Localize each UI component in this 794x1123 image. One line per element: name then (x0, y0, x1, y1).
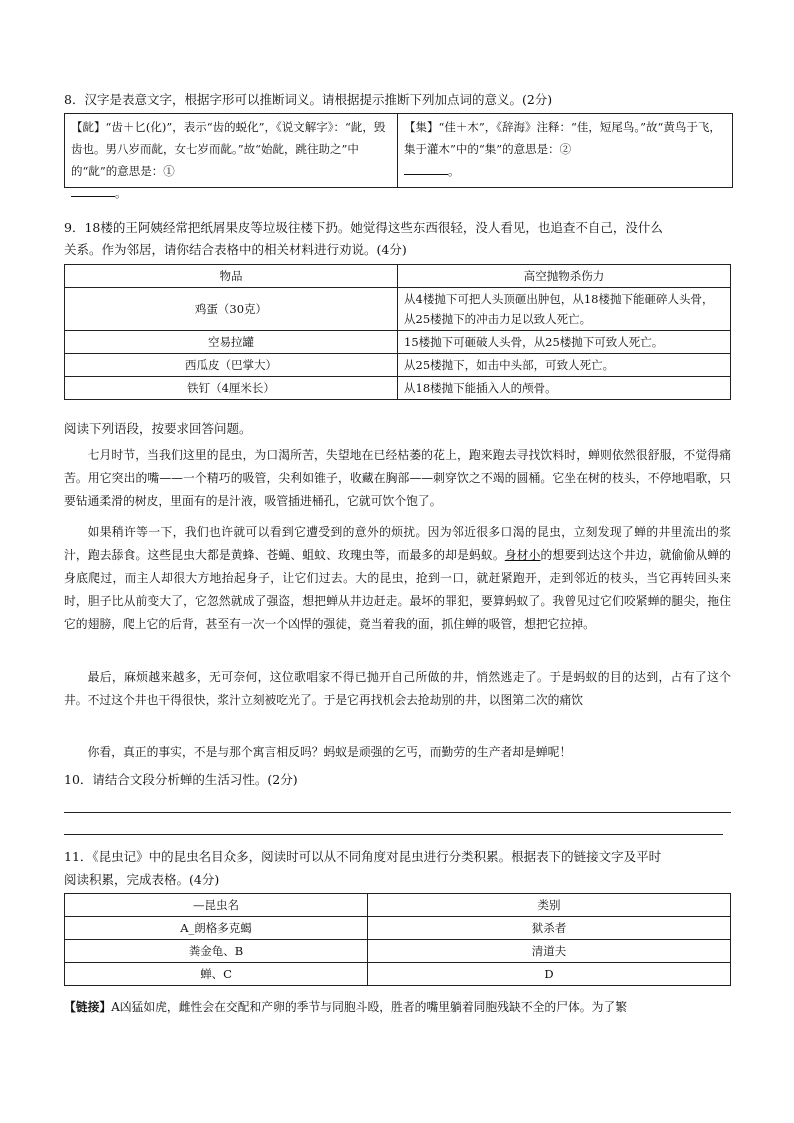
q8-box (64, 113, 733, 200)
table-cell: 清道夫 (368, 940, 731, 963)
q8-left-text: 【龀】“齿＋匕(化)”，表示“齿的蜕化”，《说文解字》：“龀，毁齿也。男八岁而龀，女七岁而龀。”故“始龀，跳往助之”中的“龀”的意思是：① (71, 120, 386, 178)
q8-title: 8．汉字是表意文字，根据字形可以推断词义。请根据提示推断下列加点词的意义。(2分) (64, 92, 553, 107)
q8-left-cell (65, 114, 398, 200)
answer-line[interactable] (64, 834, 723, 835)
table-cell: 15楼抛下可砸破人头骨，从25楼抛下可致人死亡。 (398, 331, 731, 354)
q11-link (64, 996, 731, 1019)
table-cell: D (368, 963, 731, 986)
q11-table (64, 893, 731, 986)
table-cell: 粪金龟、B (65, 940, 368, 963)
table-cell: 西瓜皮（巴掌大） (65, 354, 398, 377)
q9-title-line1: 9．18楼的王阿姨经常把纸屑果皮等垃圾往楼下扔。她觉得这些东西很轻，没人看见，也追查不自己，没什么 (64, 220, 663, 235)
q9-table (64, 264, 731, 400)
table-cell: 从25楼抛下，如击中头部，可致人死亡。 (398, 354, 731, 377)
reading-paragraph-2a: 如果稍许等一下，我们也许就可以看到它遭受到的意外的烦扰。因为邻近很多口渴的昆虫，立刻发现了蝉的井里流出的浆汁，跑去舔食。这些昆虫大都是黄蜂、苍蝇、蛆蚊、玫瑰虫等，而最多的却是蚂蚁。 (64, 525, 731, 562)
table-header-row (65, 265, 731, 288)
q8-right-text: 【集】“佳＋木”，《辞海》注释：“佳，短尾鸟。”故“黄鸟于飞，集于灌木”中的“集”的意思是：② (404, 120, 721, 156)
link-text: A凶猛如虎，雌性会在交配和产卵的季节与同胞斗殴，胜者的嘴里躺着同胞残缺不全的尸体。为了繁 (111, 1000, 627, 1014)
table-header-cell: 高空抛物杀伤力 (398, 265, 731, 288)
table-row (65, 917, 731, 940)
reading-paragraph-2b: 的想要到达这个井边，就偷偷从蝉的身底爬过，而主人却很大方地抬起身子，让它们过去。大的昆虫，抢到一口，就赶紧跑开，走到邻近的枝头，当它再转回头来时，胆子比从前变大了，它忽然就成了强盗，想把蝉从井边赶走。最坏的罪犯，要算蚂蚁了。我曾见过它们咬紧蝉的腿尖，拖住它的翅膀，爬上它的后背，甚至有一次一个凶悍的强徒，竟当着我的面，抓住蝉的吸管，想把它拉掉。 (64, 548, 731, 631)
table-header-row (65, 894, 731, 917)
q11-title-line1: 11．《昆虫记》中的昆虫名目众多，阅读时可以从不同角度对昆虫进行分类积累。根据表下的链接文字及平时 (64, 849, 662, 864)
reading-paragraph-3: 最后，麻烦越来越多，无可奈何，这位歌唱家不得已抛开自己所做的井，悄然逃走了。于是蚂蚁的目的达到，占有了这个井。不过这个井也干得很快，浆汁立刻被吃光了。于是它再找机会去抢劫别的井，以图第二次的痛饮 (64, 670, 731, 707)
table-cell: 空易拉罐 (65, 331, 398, 354)
table-row (65, 331, 731, 354)
table-cell: 铁钉（4厘米长） (65, 377, 398, 400)
table-row (65, 940, 731, 963)
q8-blank-1[interactable] (71, 184, 115, 197)
table-cell: 从4楼抛下可把人头顶砸出肿包，从18楼抛下能砸碎人头骨，从25楼抛下的冲击力足以致人死亡。 (398, 288, 731, 331)
table-cell: 蝉、C (65, 963, 368, 986)
q9-title-line2: 关系。作为邻居，请你结合表格中的相关材料进行劝说。(4分) (64, 242, 407, 257)
table-cell: 狱杀者 (368, 917, 731, 940)
q11-title-line2: 阅读积累，完成表格。(4分) (64, 872, 220, 887)
q8-right-cell (398, 114, 732, 187)
reading-intro: 阅读下列语段，按要求回答问题。 (64, 421, 252, 436)
underlined-phrase: 身材小 (504, 548, 541, 562)
table-header-cell: 类别 (368, 894, 731, 917)
table-header-cell: —昆虫名 (65, 894, 368, 917)
table-row (65, 288, 731, 331)
table-cell: 鸡蛋（30克） (65, 288, 398, 331)
reading-paragraph-2 (64, 521, 731, 636)
table-cell: A_朗格多克蝎 (65, 917, 368, 940)
q8-blank-2[interactable] (404, 162, 448, 175)
answer-line[interactable] (64, 812, 731, 813)
reading-paragraph-1: 七月时节，当我们这里的昆虫，为口渴所苦，失望地在已经枯萎的花上，跑来跑去寻找饮料时，蝉则依然很舒服，不觉得痛苦。用它突出的嘴——一个精巧的吸管，尖利如锥子，收藏在胸部——刺穿饮之不竭的圆桶。它坐在树的枝头，不停地唱歌，只要钻通柔滑的树皮，里面有的是汁液，吸管插进桶孔，它就可饮个饱了。 (64, 448, 731, 508)
table-row (65, 963, 731, 986)
table-cell: 从18楼抛下能插入人的颅骨。 (398, 377, 731, 400)
reading-paragraph-4: 你看，真正的事实，不是与那个寓言相反吗？蚂蚁是顽强的乞丐，而勤劳的生产者却是蝉呢！ (87, 745, 572, 759)
table-row (65, 354, 731, 377)
table-header-cell: 物品 (65, 265, 398, 288)
table-row (65, 377, 731, 400)
q10-title: 10．请结合文段分析蝉的生活习性。(2分) (64, 772, 298, 787)
q8-blank-2-end: 。 (448, 164, 460, 178)
q8-blank-1-end: 。 (115, 186, 127, 200)
link-label: 【链接】 (64, 1000, 112, 1014)
